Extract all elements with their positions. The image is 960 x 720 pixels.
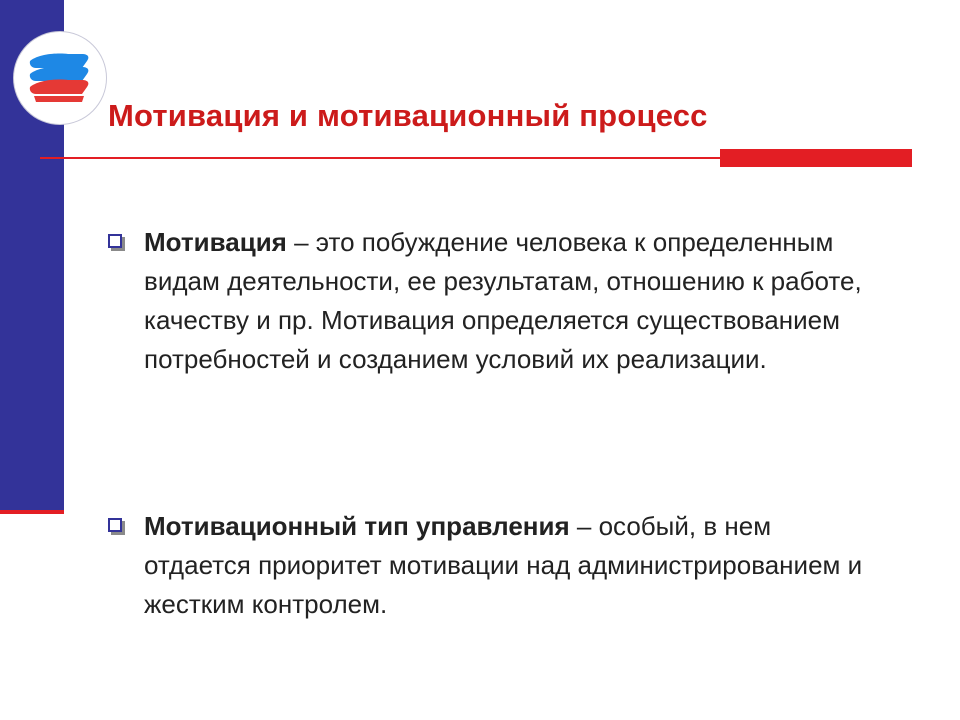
bullet-text: [144, 223, 868, 379]
title-accent-bar: [720, 149, 912, 167]
title-underline: [40, 157, 730, 159]
bullet-item-motivation: [108, 223, 868, 379]
sidebar-red-accent: [0, 510, 64, 514]
bullet-definition: – особый, в нем отдается приоритет мотивации над администрированием и жестким контролем.: [144, 511, 863, 619]
bullet-term: Мотивационный тип управления: [144, 511, 570, 541]
bullet-item-management-type: [108, 507, 868, 624]
bullet-term: Мотивация: [144, 227, 287, 257]
square-bullet-icon: [108, 518, 122, 532]
bullet-definition: – это побуждение человека к определенным видам деятельности, ее результатам, отношению к работе, качеству и пр. Мотивация определяется существованием потребностей и созданием условий их реализации.: [144, 227, 862, 374]
bullet-text: [144, 507, 868, 624]
stacked-books-logo-icon: [14, 32, 106, 124]
slide-title: Мотивация и мотивационный процесс: [108, 98, 708, 133]
square-bullet-icon: [108, 234, 122, 248]
